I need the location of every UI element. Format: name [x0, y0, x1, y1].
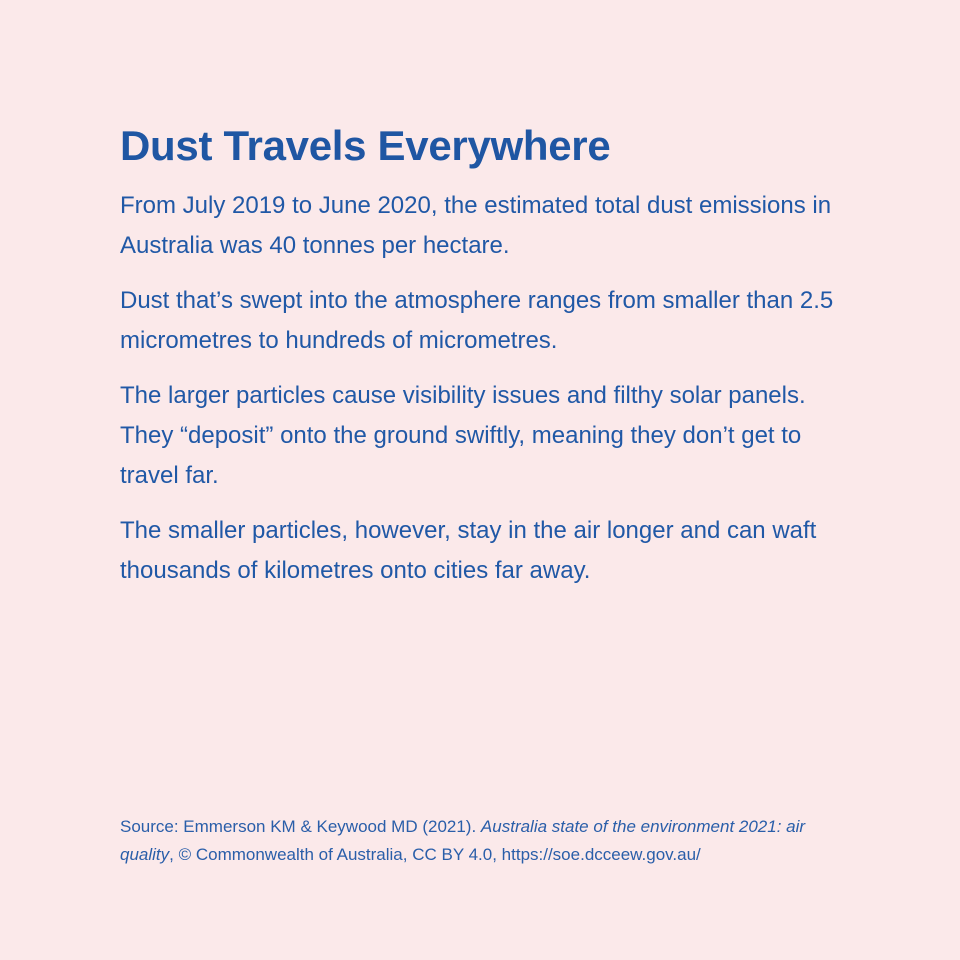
paragraph-larger-particles: The larger particles cause visibility issues and filthy solar panels. They “deposit” onto the ground swiftly, meaning they don’t get to travel far. [120, 382, 806, 489]
source-title: Australia state of the environment 2021: air quality [120, 817, 806, 864]
page-title: Dust Travels Everywhere [120, 122, 611, 169]
paragraph-particle-size: Dust that’s swept into the atmosphere ranges from smaller than 2.5 micrometres to hundreds of micrometres. [120, 287, 834, 354]
source-citation [120, 813, 850, 869]
content-card [120, 118, 850, 606]
paragraph-dust-emissions: From July 2019 to June 2020, the estimated total dust emissions in Australia was 40 tonnes per hectare. [120, 192, 832, 259]
paragraph-smaller-particles: The smaller particles, however, stay in the air longer and can waft thousands of kilometres onto cities far away. [120, 517, 817, 584]
source-suffix: , © Commonwealth of Australia, CC BY 4.0, https://soe.dcceew.gov.au/ [169, 845, 701, 864]
source-prefix: Source: Emmerson KM & Keywood MD (2021). [120, 817, 481, 836]
